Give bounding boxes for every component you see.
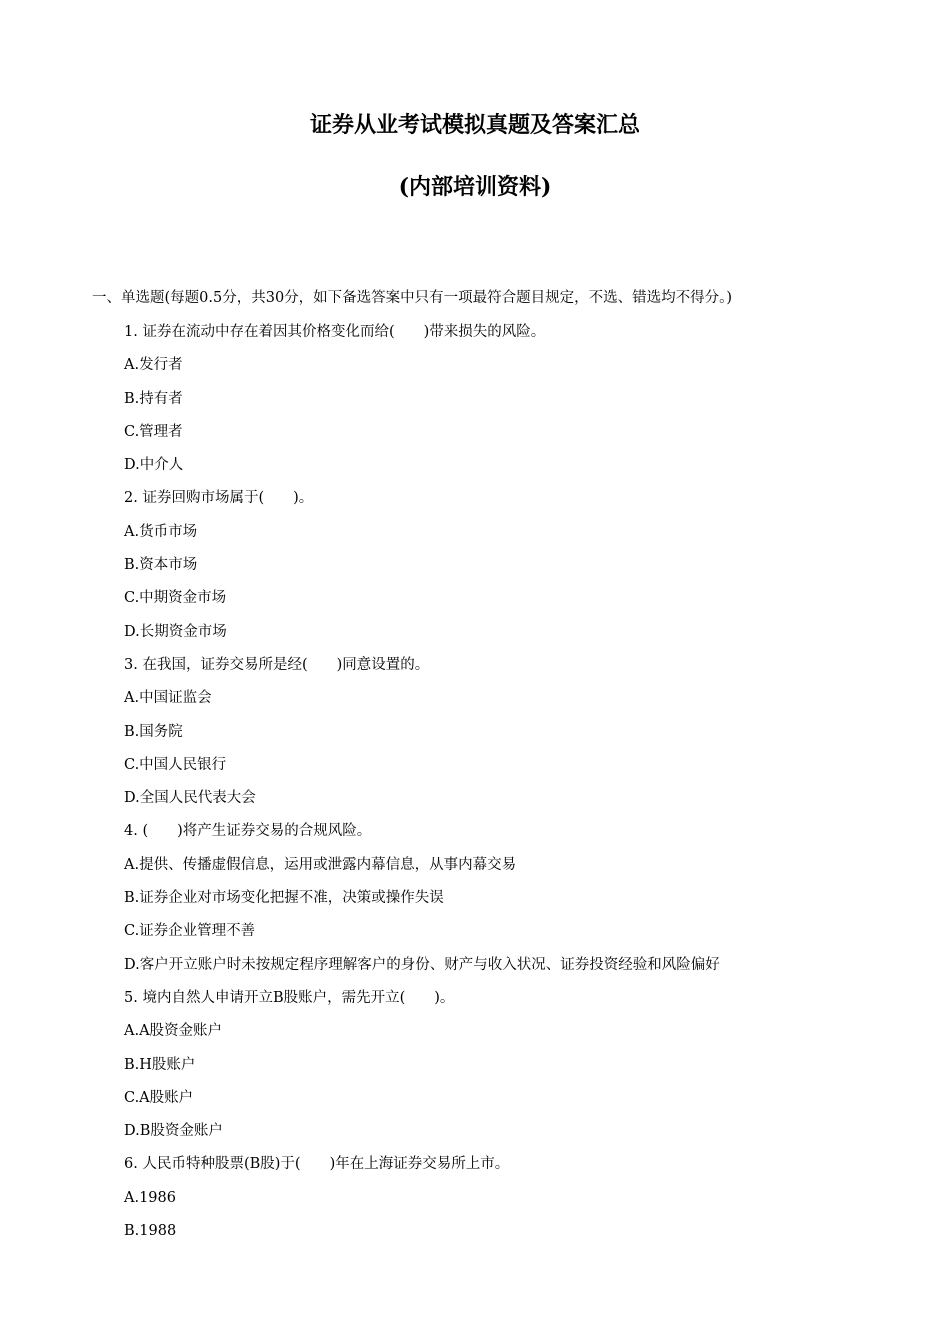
option-a: A.A股资金账户 — [124, 1023, 223, 1040]
option-d: D.中介人 — [124, 457, 184, 474]
question-list — [124, 320, 924, 1252]
option-d: D.客户开立账户时未按规定程序理解客户的身份、财产与收入状况、证券投资经验和风险偏好 — [124, 956, 720, 973]
question-stem: 5. 境内自然人申请开立B股账户，需先开立( )。 — [124, 989, 455, 1006]
option-d: D.长期资金市场 — [124, 623, 227, 640]
option-b: B.证券企业对市场变化把握不准，决策或操作失误 — [124, 890, 444, 907]
option-d: D.全国人民代表大会 — [124, 790, 256, 807]
question-stem: 6. 人民币特种股票(B股)于( )年在上海证券交易所上市。 — [124, 1156, 510, 1173]
option-b: B.H股账户 — [124, 1056, 196, 1073]
document-subtitle: (内部培训资料) — [398, 174, 552, 200]
question-stem: 2. 证券回购市场属于( )。 — [124, 490, 314, 507]
option-c: C.证券企业管理不善 — [124, 923, 256, 940]
option-c: C.中期资金市场 — [124, 590, 227, 607]
option-b: B.1988 — [124, 1223, 177, 1240]
question-stem: 3. 在我国，证券交易所是经( )同意设置的。 — [124, 656, 430, 673]
option-a: A.中国证监会 — [124, 690, 212, 707]
option-b: B.国务院 — [124, 723, 183, 740]
option-a: A.1986 — [124, 1189, 176, 1206]
option-c: C.A股账户 — [124, 1089, 194, 1106]
section-heading: 一、单选题(每题0.5分，共30分，如下备选答案中只有一项最符合题目规定，不选、错选均不得分。) — [92, 290, 733, 306]
option-c: C.中国人民银行 — [124, 756, 227, 773]
option-b: B.持有者 — [124, 390, 183, 407]
option-a: A.货币市场 — [124, 523, 198, 540]
question-stem: 1. 证券在流动中存在着因其价格变化而给( )带来损失的风险。 — [124, 324, 546, 340]
option-a: A.发行者 — [124, 357, 183, 374]
document-title: 证券从业考试模拟真题及答案汇总 — [309, 112, 640, 138]
option-a: A.提供、传播虚假信息，运用或泄露内幕信息，从事内幕交易 — [124, 856, 517, 873]
option-c: C.管理者 — [124, 423, 183, 440]
option-b: B.资本市场 — [124, 557, 198, 574]
question-stem: 4. ( )将产生证券交易的合规风险。 — [124, 823, 372, 840]
option-d: D.B股资金账户 — [124, 1123, 223, 1140]
